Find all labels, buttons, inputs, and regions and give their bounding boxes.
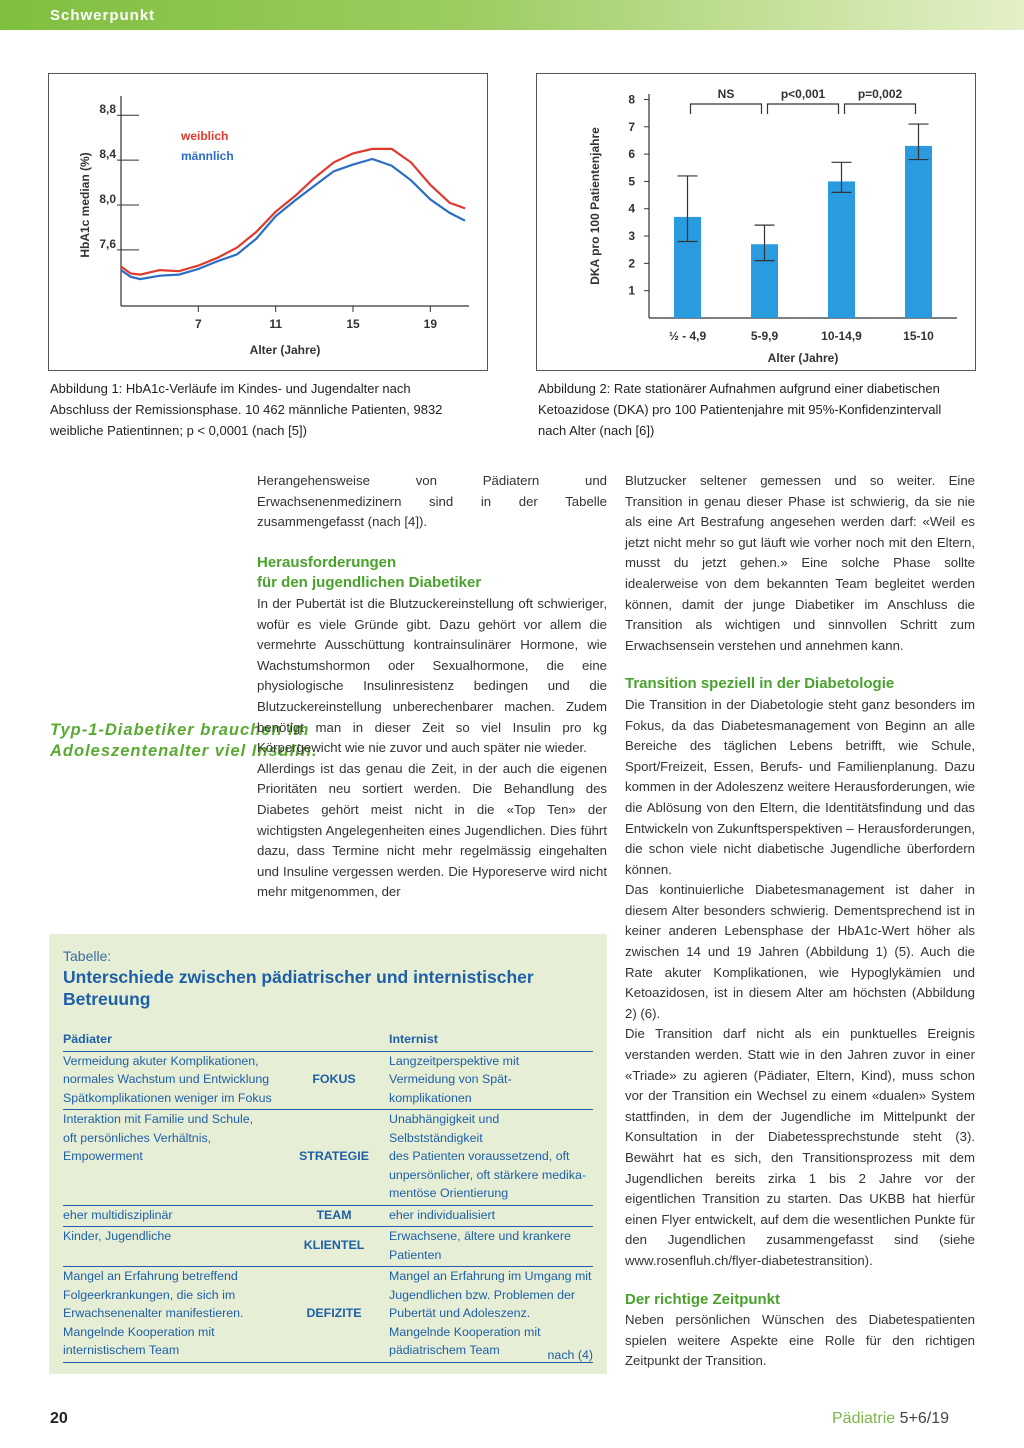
x-tick-label: 10-14,9: [821, 329, 862, 343]
table-title: Unterschiede zwischen pädiatrischer und internistischer Betreuung: [63, 967, 534, 1009]
heading-herausforderungen: Herausforderungen: [257, 553, 397, 571]
col1-paragraph-3: Allerdings ist das genau die Zeit, in der auch die eigenen Prioritäten neu sortiert werden. Die Behandlung des Diabetes gehört meist nicht in die «Top Ten» der wichtigsten Angelegenheiten eines Jugendlichen. Dies führt dazu, dass Termine nicht mehr regelmässig eingehalten und Insuline vergessen werden. Die Hyporeserve wird nicht mehr mitgenommen, der: [257, 760, 607, 900]
dka-bar-chart: [537, 74, 975, 370]
col2-paragraph-5: Neben persönlichen Wünschen des Diabetespatienten spielen weitere Aspekte eine Rolle für den richtigen Zeitpunkt der Transition.: [625, 1312, 975, 1369]
y-tick-label: 7: [628, 119, 635, 134]
significance-bracket: [691, 104, 762, 114]
y-tick-label: 3: [628, 229, 635, 244]
x-tick-label: 5-9,9: [750, 329, 779, 343]
figure-2-caption: Abbildung 2: Rate stationärer Aufnahmen aufgrund einer diabetischen Ketoazidose (DKA) pro 100 Patientenjahre mit 95%-Konfidenzintervall nach Alter (nach [6]): [538, 381, 942, 438]
y-tick-label: 5: [628, 174, 635, 189]
y-tick-label: 8,8: [99, 102, 116, 117]
bar: [828, 181, 855, 318]
comparison-table: [63, 1030, 593, 1363]
header-paediater: Pädiater: [63, 1030, 279, 1051]
table-cell-paediater: Interaktion mit Familie und Schule, oft persönliches Verhältnis, Empowerment: [63, 1110, 279, 1206]
header-middle: [279, 1030, 389, 1051]
col2-paragraph-3: Das kontinuierliche Diabetesmanagement ist daher in diesem Alter besonders schwierig. Dementsprechend ist in keiner anderen Lebensphase der HbA1c-Wert höher als zwischen 14 und 19 Jahren (Abbildung 1) (5). Auch die Rate akuter Komplikationen, wie Hypoglykämien und Ketoazidosen, ist in diesem Alter am höchsten (Abbildung 2) (6).: [625, 882, 975, 1021]
journal-issue: 5+6/19: [899, 1410, 949, 1427]
table-row: [63, 1205, 593, 1227]
table-cell-paediater: Kinder, Jugendliche: [63, 1227, 279, 1267]
col2-paragraph-1: Blutzucker seltener gemessen und so weiter. Eine Transition in genau dieser Phase ist schwierig, da sie nie als eine Art Bestrafung angesehen werden darf: «Weil es jetzt nicht mehr so gut läuft wie vorher noch mit den Eltern, musst du jetzt gehen.» Eine solche Phase sollte idealerweise von dem bekannten Team begleitet werden können, damit der junge Diabetiker im Anschluss die Transition als wichtigen und sinnvollen Schritt zum Erwachsensein verstehen und annehmen kann.: [625, 473, 975, 653]
significance-label: p<0,001: [780, 87, 826, 101]
series-line-weiblich: [121, 149, 465, 275]
heading-richtige-zeitpunkt: Der richtige Zeitpunkt: [625, 1290, 781, 1308]
header-internist: Internist: [389, 1030, 593, 1051]
legend-weiblich: weiblich: [181, 129, 229, 143]
hba1c-line-chart: [49, 74, 487, 370]
y-tick-label: 8,4: [99, 147, 116, 162]
y-axis-label: DKA pro 100 Patientenjahre: [588, 127, 602, 285]
table-row: [63, 1227, 593, 1267]
figure-1-caption: Abbildung 1: HbA1c-Verläufe im Kindes- und Jugendalter nach Abschluss der Remissionsphase. 10 462 männliche Patienten, 9832 weibliche Patientinnen; p < 0,0001 (nach [5]): [50, 381, 443, 438]
section-label: Schwerpunkt: [50, 7, 156, 24]
y-axis-label: HbA1c median (%): [78, 152, 92, 258]
comparison-table-box: [49, 934, 607, 1374]
significance-bracket: [845, 104, 916, 114]
x-axis-label: Alter (Jahre): [249, 343, 321, 357]
table-row: [63, 1110, 593, 1206]
table-label: Tabelle:: [63, 948, 112, 964]
y-tick-label: 8: [628, 92, 635, 107]
significance-label: p=0,002: [857, 87, 903, 101]
figure-1: [48, 73, 488, 371]
page-number: 20: [50, 1410, 68, 1427]
table-header-row: [63, 1030, 593, 1051]
y-tick-label: 2: [628, 256, 635, 271]
table-cell-paediater: Mangel an Erfahrung betreffend Folgeerkrankungen, die sich im Erwachsenenalter manifestieren. Mangelnde Kooperation mit internistischem Team: [63, 1267, 279, 1363]
journal-name: Pädiatrie: [832, 1410, 896, 1427]
table-cell-category: KLIENTEL: [279, 1227, 389, 1267]
heading-herausforderungen-line-2: für den jugendlichen Diabetiker: [257, 574, 482, 592]
x-tick-label: 11: [269, 317, 283, 331]
table-row: [63, 1051, 593, 1110]
heading-transition-diabetologie: Transition speziell in der Diabetologie: [625, 675, 895, 693]
journal-footer: [832, 1410, 949, 1428]
y-tick-label: 4: [628, 201, 635, 216]
x-axis-label: Alter (Jahre): [767, 351, 839, 365]
table-cell-paediater: Vermeidung akuter Komplikationen, normales Wachstum und Entwicklung Spätkomplikationen weniger im Fokus: [63, 1051, 279, 1110]
table-cell-paediater: eher multidisziplinär: [63, 1205, 279, 1227]
table-cell-internist: eher individualisiert: [389, 1205, 593, 1227]
x-tick-label: 19: [423, 317, 438, 331]
col2-paragraph-4: Die Transition darf nicht als ein punktuelles Ereignis verstanden werden. Statt wie in den Jahren zuvor in einer «Triade» zu agieren (Pädiater, Eltern, Kind), muss schon vor der Transition ein Wechsel zu einem «dualen» System stattfinden, in dem der Jugendliche im Mittelpunkt der Konsultation in der Diabetessprechstunde steht (3). Bewährt hat es sich, den Transitionsprozess mit dem Jugendlichen bereits zirka 1 bis 2 Jahre vor der eigentlichen Transition zu starten. Das UKBB hat hierfür einen Flyer entwickelt, auf dem die wesentlichen Punkte für den Jugendlichen zusammengefasst sind (siehe www.rosenfluh.ch/flyer-diabetestransition).: [625, 1026, 975, 1268]
significance-bracket: [768, 104, 839, 114]
col1-paragraph-1: Herangehensweise von Pädiatern und Erwachsenenmedizinern sind in der Tabelle zusammengefasst (nach [4]).: [257, 473, 607, 530]
y-tick-label: 7,6: [99, 236, 116, 251]
y-tick-label: 1: [628, 283, 635, 298]
y-tick-label: 8,0: [99, 192, 116, 206]
y-tick-label: 6: [628, 147, 635, 162]
col2-paragraph-2: Die Transition in der Diabetologie steht ganz besonders im Fokus, da das Diabetesmanagement von Beginn an alle Bereiche des täglichen Lebens betrifft, wie Schule, Sport/Freizeit, Essen, Berufs- und Familienplanung. Dazu kommen in der Adoleszenz weitere Herausforderungen, wie die Ablösung von den Eltern, die Identitätsfindung und das Entwickeln von Zukunftsperspektiven – Herausforderungen, die schon viele nicht diabetische Jugendliche überfordern können.: [625, 696, 975, 877]
x-tick-label: ½ - 4,9: [668, 329, 707, 343]
legend-maennlich: männlich: [181, 149, 234, 163]
pull-quote: Typ-1-Diabetiker brauchen im Adoleszentenalter viel Insulin.: [50, 721, 318, 760]
table-cell-category: DEFIZITE: [279, 1267, 389, 1363]
x-tick-label: 15: [346, 317, 360, 331]
table-cell-category: FOKUS: [279, 1051, 389, 1110]
table-cell-category: TEAM: [279, 1205, 389, 1227]
body-column-2: [625, 471, 975, 1372]
table-cell-internist: Langzeitperspektive mit Vermeidung von Spät- komplikationen: [389, 1051, 593, 1110]
table-row: [63, 1267, 593, 1363]
x-tick-label: 15-10: [903, 329, 934, 343]
figure-2: [536, 73, 976, 371]
table-cell-internist: Unabhängigkeit und Selbstständigkeit des Patienten voraussetzend, oft unpersönlicher, oft stärkere medika- mentöse Orientierung: [389, 1110, 593, 1206]
series-line-maennlich: [121, 159, 465, 279]
table-source: nach (4): [547, 1348, 593, 1362]
section-header-bar: [0, 0, 1024, 30]
table-cell-internist: Mangel an Erfahrung im Umgang mit Jugendlichen bzw. Problemen der Pubertät und Adoleszenz. Mangelnde Kooperation mit pädiatrischem Team: [389, 1267, 593, 1363]
col1-paragraph-2: In der Pubertät ist die Blutzuckereinstellung oft schwieriger, wofür es viele Gründe gibt. Dazu gehört vor allem die vermehrte Ausschüttung kontrainsulinärer Hormone, wie Wachstumshormon oder Sexualhormone, die eine physiologische Insulinresistenz bedingen und die Blutzuckereinstellung unberechenbarer machen. Zudem benötigt man in dieser Zeit so viel Insulin pro kg Körpergewicht wie nie zuvor und auch später nie wieder.: [257, 595, 607, 756]
table-cell-category: STRATEGIE: [279, 1110, 389, 1206]
bar: [905, 146, 932, 318]
table-cell-internist: Erwachsene, ältere und krankere Patienten: [389, 1227, 593, 1267]
x-tick-label: 7: [194, 317, 202, 331]
significance-label: NS: [717, 87, 735, 101]
body-column-1: [257, 471, 607, 903]
